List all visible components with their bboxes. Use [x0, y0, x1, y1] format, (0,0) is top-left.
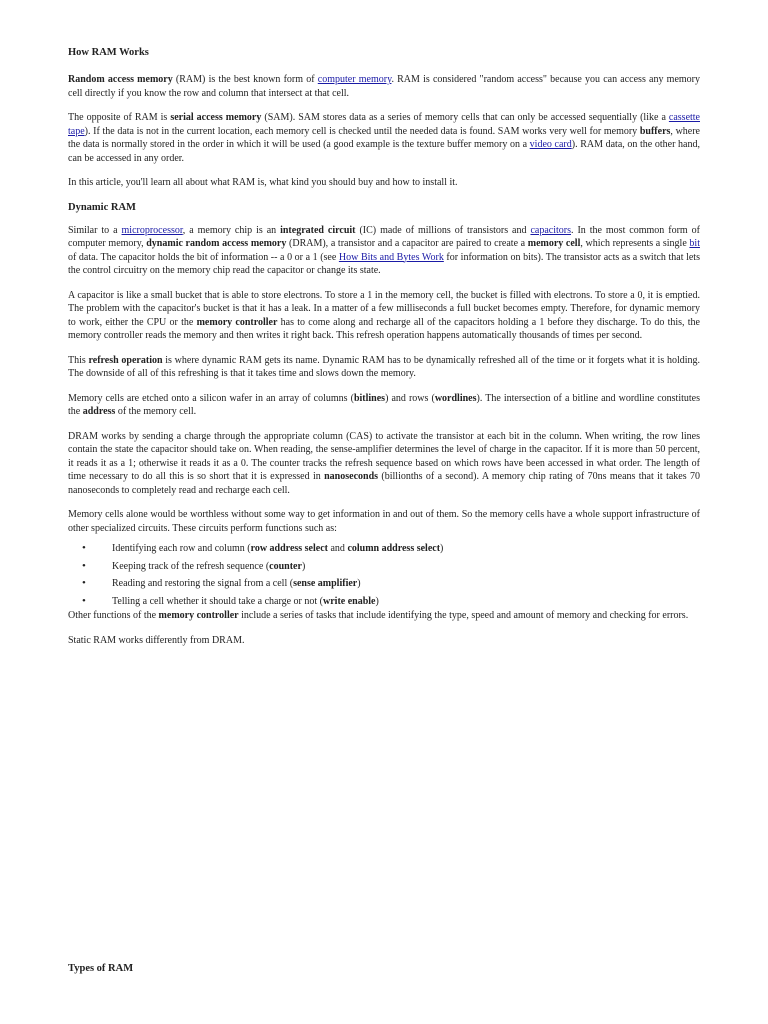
text: of the memory cell. — [115, 406, 197, 417]
text: , a memory chip is an — [182, 224, 281, 236]
term-column-address-select: column address select — [347, 543, 441, 554]
paragraph-dram-works — [68, 430, 700, 498]
term-random-access-memory: Random access memory — [68, 74, 173, 85]
term-integrated-circuit: integrated circuit — [280, 224, 356, 236]
paragraph-sam — [68, 111, 700, 165]
text: . RAM is considered "random access" because you can access any memory cell directly if you know the row and column that intersect at that cell. — [68, 74, 701, 99]
text: ) — [357, 578, 361, 589]
paragraph-capacitor — [68, 289, 700, 343]
term-memory-controller: memory controller — [196, 316, 278, 328]
text: . In the most common form of computer memory, — [68, 224, 700, 249]
list-item — [68, 542, 700, 556]
text: Other functions of the — [68, 610, 159, 621]
paragraph-other-functions — [68, 609, 700, 623]
section-heading-types-of-ram: Types of RAM — [68, 963, 134, 974]
text: ) — [301, 560, 306, 572]
text: of data. The capacitor holds the bit of information -- a 0 or a 1 (see — [68, 251, 339, 263]
term-buffers: buffers — [639, 125, 671, 137]
term-memory-cell: memory cell — [527, 238, 581, 249]
text: for information on bits). The transistor acts as a switch that lets the control circuitry on the memory chip read the capacitor or change its state. — [68, 251, 700, 276]
link-computer-memory[interactable]: computer memory — [317, 74, 392, 85]
text: ) — [375, 595, 379, 607]
link-bit[interactable]: bit — [689, 238, 700, 249]
term-row-address-select: row address select — [250, 543, 328, 554]
text: (DRAM), a transistor and a capacitor are paired to create a — [286, 238, 528, 249]
term-write-enable: write enable — [323, 595, 376, 607]
term-serial-access-memory: serial access memory — [170, 112, 262, 123]
text: and — [327, 543, 348, 554]
text: Telling a cell whether it should take a charge or not ( — [112, 595, 323, 607]
link-capacitors[interactable]: capacitors — [530, 224, 571, 236]
paragraph-static-ram: Static RAM works differently from DRAM. — [68, 634, 245, 646]
term-bitlines: bitlines — [353, 392, 386, 404]
text: has to come along and recharge all of the capacitors holding a 1 before they discharge. To do this, the memory controller reads the memory and then writes it right back. This refresh operation happens automatically thousands of times per second. — [68, 316, 700, 341]
term-refresh-operation: refresh operation — [88, 354, 163, 366]
paragraph-support-circuits: Memory cells alone would be worthless without some way to get information in and out of them. So the memory cells have a whole support infrastructure of other specialized circuits. These circuits perform functions such as: — [68, 509, 700, 534]
term-address: address — [82, 406, 116, 417]
text: This — [68, 354, 89, 366]
page-title: How RAM Works — [68, 47, 149, 58]
text: The opposite of RAM is — [68, 112, 171, 123]
text: ) and rows ( — [385, 392, 435, 404]
term-wordlines: wordlines — [434, 392, 477, 404]
text: A capacitor is like a small bucket that is able to store electrons. To store a 1 in the memory cell, the bucket is filled with electrons. To store a 0, it is emptied. The problem with the capacitor's bucket is that it has a leak. In a matter of a few milliseconds a full bucket becomes empty. Therefore, for dynamic memory to work, either the CPU or the — [68, 289, 700, 328]
list-item — [68, 595, 700, 609]
text: (SAM). SAM stores data as a series of memory cells that can only be accessed sequentially (like a — [261, 112, 669, 123]
list-item — [68, 560, 700, 574]
text: is where dynamic RAM gets its name. Dynamic RAM has to be dynamically refreshed all of the time or it forgets what it is holding. The downside of all of this refreshing is that it takes time and slows down the memory. — [68, 354, 700, 379]
text: include a series of tasks that include identifying the type, speed and amount of memory and checking for errors. — [238, 610, 689, 621]
term-nanoseconds: nanoseconds — [324, 471, 379, 482]
term-sense-amplifier: sense amplifier — [293, 578, 358, 589]
list-item — [68, 577, 700, 591]
paragraph-refresh — [68, 354, 700, 381]
text: , where the data is normally stored in the order in which it will be used (a good example is the texture buffer memory on a — [68, 125, 700, 150]
text: Keeping track of the refresh sequence ( — [112, 560, 270, 572]
term-counter: counter — [269, 560, 302, 572]
link-microprocessor[interactable]: microprocessor — [121, 224, 183, 236]
text: Reading and restoring the signal from a cell ( — [112, 578, 294, 589]
text: Memory cells are etched onto a silicon wafer in an array of columns ( — [68, 392, 354, 404]
text: Similar to a — [68, 224, 122, 236]
paragraph-bitlines — [68, 392, 700, 419]
functions-list — [68, 542, 700, 608]
link-how-bits-and-bytes-work[interactable]: How Bits and Bytes Work — [338, 251, 444, 263]
text: (IC) made of millions of transistors and — [355, 224, 531, 236]
text: (billionths of a second). A memory chip rating of 70ns means that it takes 70 nanoseconds to completely read and recharge each cell. — [68, 471, 700, 496]
paragraph-article-summary: In this article, you'll learn all about what RAM is, what kind you should buy and how to install it. — [68, 177, 458, 188]
text: ) — [440, 543, 444, 554]
text: (RAM) is the best known form of — [172, 74, 318, 85]
text: Identifying each row and column ( — [112, 543, 251, 554]
text: ). RAM data, on the other hand, can be accessed in any order. — [68, 139, 700, 164]
link-cassette-tape[interactable]: cassette tape — [68, 112, 700, 137]
text: , which represents a single — [580, 238, 690, 249]
term-memory-controller: memory controller — [158, 610, 239, 621]
link-video-card[interactable]: video card — [529, 139, 572, 150]
section-heading-dynamic-ram: Dynamic RAM — [68, 201, 136, 213]
paragraph-intro — [68, 73, 700, 100]
text: DRAM works by sending a charge through the appropriate column (CAS) to activate the transistor at each bit in the column. When writing, the row lines contain the state the capacitor should take on. When reading, the sense-amplifier determines the level of charge in the capacitor. If it is more than 50 percent, it reads it as a 1; otherwise it reads it as a 0. The counter tracks the refresh sequence based on which rows have been accessed in what order. The length of time necessary to do all this is so short that it is expressed in — [68, 430, 700, 482]
text: ). If the data is not in the current location, each memory cell is checked until the needed data is found. SAM works very well for memory — [84, 125, 640, 137]
text: ). The intersection of a bitline and wordline constitutes the — [68, 392, 700, 417]
term-dram: dynamic random access memory — [146, 238, 287, 249]
paragraph-memory-chip — [68, 224, 700, 278]
